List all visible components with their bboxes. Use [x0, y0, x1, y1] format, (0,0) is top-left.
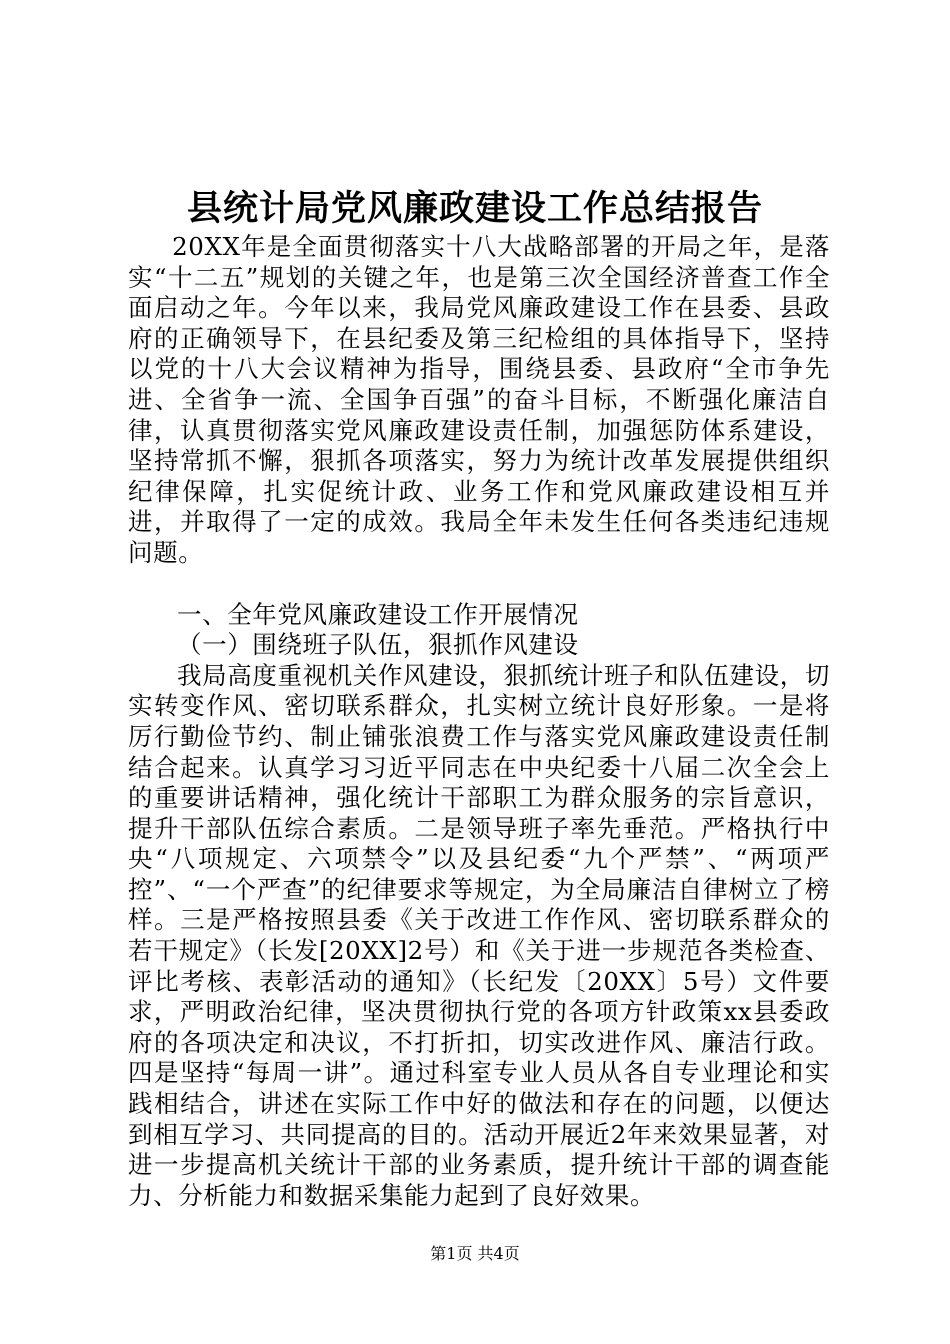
subsection-heading: （一）围绕班子队伍，狠抓作风建设	[177, 630, 579, 660]
document-body	[128, 232, 830, 1211]
document-title: 县统计局党风廉政建设工作总结报告	[186, 189, 763, 229]
section-heading: 一、全年党风廉政建设工作开展情况	[177, 599, 579, 629]
intro-paragraph: 20XX年是全面贯彻落实十八大战略部署的开局之年，是落实“十二五”规划的关键之年，也是第三次全国经济普查工作全面启动之年。今年以来，我局党风廉政建设工作在县委、县政府的正确领导下，在县纪委及第三纪检组的具体指导下，坚持以党的十八大会议精神为指导，围绕县委、县政府“全市争先进、全省争一流、全国争百强”的奋斗目标，不断强化廉洁自律，认真贯彻落实党风廉政建设责任制，加强惩防体系建设，坚持常抓不懈，狠抓各项落实，努力为统计改革发展提供组织纪律保障，扎实促统计政、业务工作和党风廉政建设相互并进，并取得了一定的成效。我局全年未发生任何各类违纪违规问题。	[128, 232, 830, 567]
body-paragraph: 我局高度重视机关作风建设，狠抓统计班子和队伍建设，切实转变作风、密切联系群众，扎实树立统计良好形象。一是将厉行勤俭节约、制止铺张浪费工作与落实党风廉政建设责任制结合起来。认真学习习近平同志在中央纪委十八届二次全会上的重要讲话精神，强化统计干部职工为群众服务的宗旨意识，提升干部队伍综合素质。二是领导班子率先垂范。严格执行中央“八项规定、六项禁令”以及县纪委“九个严禁”、“两项严控”、“一个严查”的纪律要求等规定，为全局廉洁自律树立了榜样。三是严格按照县委《关于改进工作作风、密切联系群众的若干规定》（长发[20XX]2号）和《关于进一步规范各类检查、评比考核、表彰活动的通知》（长纪发〔20XX〕5号）文件要求，严明政治纪律，坚决贯彻执行党的各项方针政策xx县委政府的各项决定和决议，不打折扣，切实改进作风、廉洁行政。四是坚持“每周一讲”。通过科室专业人员从各自专业理论和实践相结合，讲述在实际工作中好的做法和存在的问题，以便达到相互学习、共同提高的目的。活动开展近2年来效果显著，对进一步提高机关统计干部的业务素质，提升统计干部的调查能力、分析能力和数据采集能力起到了良好效果。	[128, 660, 830, 1210]
page-indicator: 第1页 共4页	[430, 1244, 520, 1263]
paragraph-gap	[128, 569, 830, 600]
